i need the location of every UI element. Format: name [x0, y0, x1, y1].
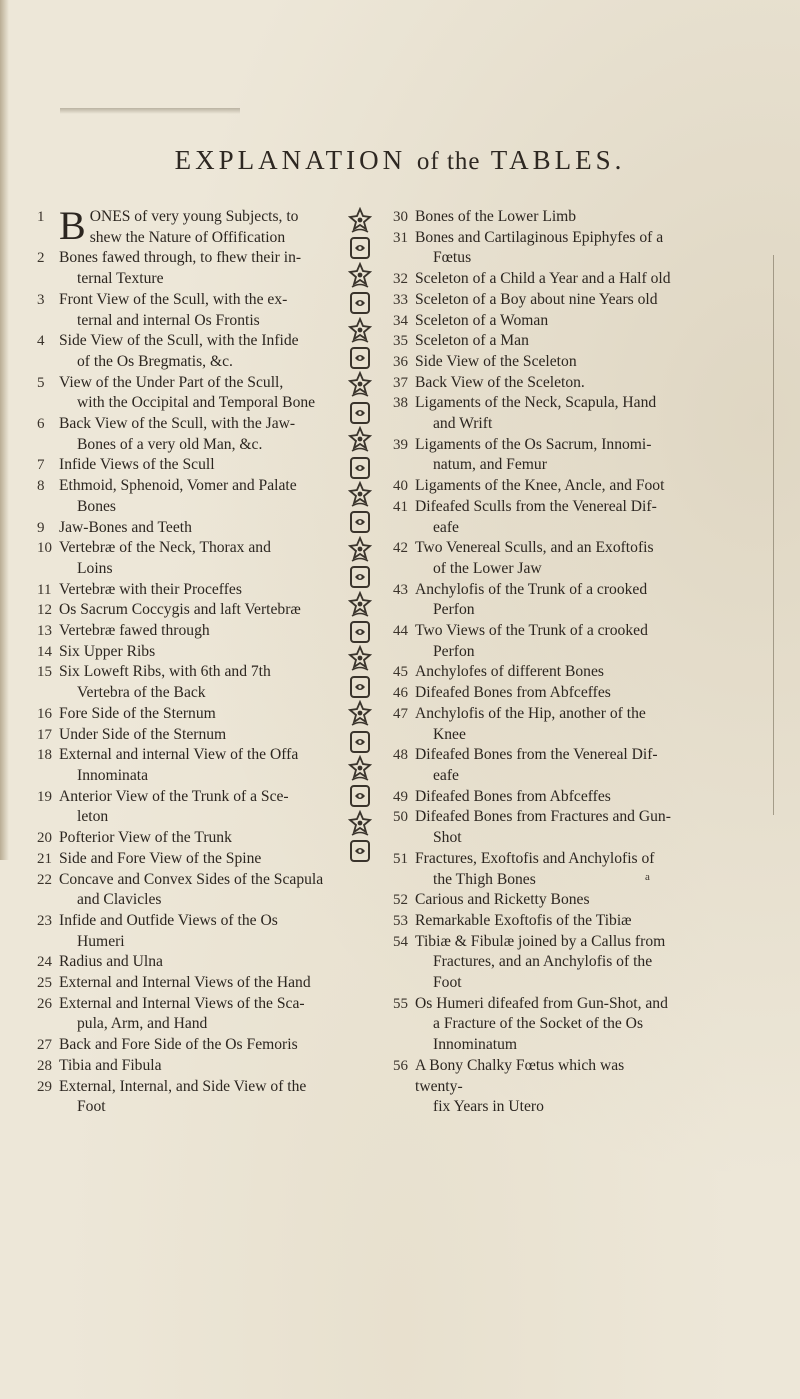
table-entry	[393, 1056, 675, 1118]
entry-text-line: ONES of very young Subjects, to	[89, 208, 299, 225]
table-entry	[37, 642, 337, 663]
table-entry	[37, 704, 337, 725]
table-entry	[37, 455, 337, 476]
fleuron-ornament-icon	[346, 810, 374, 838]
entry-text: External and Internal Views of the Sca-	[59, 994, 305, 1012]
entry-text: External, Internal, and Side View of the	[59, 1077, 307, 1095]
entry-text: ternal Texture	[77, 270, 164, 288]
table-entry	[393, 911, 675, 932]
entry-text: fix Years in Utero	[433, 1098, 544, 1116]
entry-number: 6	[37, 416, 45, 433]
entry-text: Ligaments of the Knee, Ancle, and Foot	[415, 477, 665, 495]
table-entry	[393, 621, 675, 662]
drop-cap: B	[59, 203, 86, 248]
table-entry	[393, 228, 675, 269]
table-entry	[393, 538, 675, 579]
fleuron-ornament-icon	[346, 454, 374, 482]
entry-number: 23	[37, 912, 52, 929]
entry-number: 17	[37, 726, 52, 743]
entry-number: 9	[37, 519, 45, 536]
entry-number: 51	[393, 850, 408, 867]
entry-number: 47	[393, 705, 408, 722]
entry-number: 49	[393, 788, 408, 805]
fleuron-ornament-icon	[346, 371, 374, 399]
fleuron-ornament-icon	[346, 563, 374, 591]
entry-text: Difeafed Bones from the Venereal Dif-	[415, 746, 658, 764]
entry-text: and Clavicles	[77, 891, 162, 909]
fleuron-ornament-icon	[346, 591, 374, 619]
entry-number: 34	[393, 312, 408, 329]
entry-text: Vertebra of the Back	[77, 684, 206, 702]
entry-text: Difeafed Bones from Abfceffes	[415, 787, 611, 805]
entry-number: 27	[37, 1037, 52, 1054]
entry-text: Bones fawed through, to fhew their in-	[59, 249, 302, 267]
entry-text: Vertebræ fawed through	[59, 622, 210, 640]
table-entry	[37, 248, 337, 289]
table-entry	[37, 414, 337, 455]
table-entry	[37, 518, 337, 539]
table-entry	[37, 849, 337, 870]
table-entry	[37, 952, 337, 973]
fleuron-ornament-icon	[346, 344, 374, 372]
entry-text: Two Venereal Sculls, and an Exoftofis	[415, 539, 654, 557]
entry-text: Anchylofis of the Hip, another of the	[415, 704, 646, 722]
table-entry	[393, 932, 675, 994]
entry-number: 48	[393, 747, 408, 764]
entry-text: Side and Fore View of the Spine	[59, 849, 262, 867]
fleuron-ornament-icon	[346, 207, 374, 235]
fleuron-ornament-icon	[346, 755, 374, 783]
entry-text: Anterior View of the Trunk of a Sce-	[59, 787, 289, 805]
entry-text: Loins	[77, 559, 113, 577]
table-entry	[37, 828, 337, 849]
entry-number: 45	[393, 664, 408, 681]
table-entry	[37, 787, 337, 828]
entry-text: Os Humeri difeafed from Gun-Shot, and	[415, 994, 668, 1012]
table-entry	[393, 352, 675, 373]
table-entry	[37, 580, 337, 601]
table-entry	[37, 994, 337, 1035]
entry-number: 24	[37, 954, 52, 971]
entry-number: 29	[37, 1078, 52, 1095]
entry-number: 14	[37, 643, 52, 660]
entry-text: Infide Views of the Scull	[59, 456, 215, 474]
entry-text: Perfon	[433, 601, 475, 619]
entry-text: of the Lower Jaw	[433, 559, 542, 577]
entry-number: 11	[37, 581, 52, 598]
entry-text: Tibiæ & Fibulæ joined by a Callus from	[415, 932, 666, 950]
table-entry	[393, 662, 675, 683]
entry-text: Sceleton of a Boy about nine Years old	[415, 290, 658, 308]
entry-text: Infide and Outfide Views of the Os	[59, 911, 278, 929]
entry-text: Anchylofis of the Trunk of a crooked	[415, 580, 648, 598]
entry-number: 5	[37, 374, 45, 391]
entry-number: 18	[37, 747, 52, 764]
table-entry	[37, 911, 337, 952]
entry-number: 38	[393, 395, 408, 412]
entry-text: Perfon	[433, 642, 475, 660]
entry-text: Ligaments of the Os Sacrum, Innomi-	[415, 435, 652, 453]
entry-text: pula, Arm, and Hand	[77, 1015, 208, 1033]
entry-text: Fractures, Exoftofis and Anchylofis of	[415, 849, 655, 867]
entry-number: 42	[393, 540, 408, 557]
table-entry	[37, 1035, 337, 1056]
fleuron-ornament-icon	[346, 618, 374, 646]
entry-text: Difeafed Bones from Fractures and Gun-	[415, 808, 671, 826]
fleuron-ornament-icon	[346, 645, 374, 673]
entry-text: Side View of the Scull, with the Infide	[59, 332, 299, 350]
entry-number: 7	[37, 457, 45, 474]
entry-text: Bones of a very old Man, &c.	[77, 435, 263, 453]
entry-text: the Thigh Bones	[433, 870, 536, 888]
entry-number: 43	[393, 581, 408, 598]
table-entry	[393, 745, 675, 786]
entry-text: Vertebræ of the Neck, Thorax and	[59, 539, 271, 557]
entry-number: 16	[37, 705, 52, 722]
entry-number: 15	[37, 664, 52, 681]
entry-number: 28	[37, 1057, 52, 1074]
entry-number: 31	[393, 229, 408, 246]
entry-text: View of the Under Part of the Scull,	[59, 373, 284, 391]
right-column	[393, 207, 675, 1118]
entry-number: 41	[393, 498, 408, 515]
entry-number: 20	[37, 830, 52, 847]
table-entry	[37, 1077, 337, 1118]
entry-number: 13	[37, 623, 52, 640]
fleuron-ornament-icon	[346, 673, 374, 701]
entry-number: 3	[37, 291, 45, 308]
entry-number: 52	[393, 892, 408, 909]
table-entry	[393, 311, 675, 332]
left-column	[37, 203, 337, 1118]
table-entry	[393, 435, 675, 476]
table-entry	[393, 807, 675, 848]
fleuron-ornament-icon	[346, 262, 374, 290]
entry-number: 56	[393, 1057, 408, 1074]
entry-number: 32	[393, 271, 408, 288]
table-entry	[37, 290, 337, 331]
entry-text: Remarkable Exoftofis of the Tibiæ	[415, 911, 632, 929]
table-entry	[393, 290, 675, 311]
entry-text: Radius and Ulna	[59, 953, 163, 971]
table-entry	[37, 331, 337, 372]
entry-text: a Fracture of the Socket of the Os	[433, 1015, 644, 1033]
entry-text: A Bony Chalky Fœtus which was twenty-	[415, 1056, 625, 1095]
entry-number: 10	[37, 540, 52, 557]
table-entry	[37, 538, 337, 579]
entry-text: Sceleton of a Child a Year and a Half old	[415, 270, 671, 288]
entry-text: ternal and internal Os Frontis	[77, 311, 260, 329]
entry-number: 12	[37, 602, 52, 619]
title-main: EXPLANATION	[174, 145, 407, 175]
table-entry	[393, 849, 675, 890]
table-entry	[393, 207, 675, 228]
entry-text: Difeafed Sculls from the Venereal Dif-	[415, 497, 657, 515]
entry-text: External and internal View of the Offa	[59, 746, 299, 764]
title-of: of the	[416, 148, 481, 175]
entry-text: Fore Side of the Sternum	[59, 704, 216, 722]
entry-text: Jaw-Bones and Teeth	[59, 518, 192, 536]
entry-text: Difeafed Bones from Abfceffes	[415, 684, 611, 702]
entry-text: Six Upper Ribs	[59, 642, 156, 660]
entry-text: with the Occipital and Temporal Bone	[77, 394, 316, 412]
table-entry	[393, 890, 675, 911]
page-edge-shadow	[0, 0, 9, 860]
entry-number: 8	[37, 478, 45, 495]
entry-number: 21	[37, 850, 52, 867]
table-entry	[393, 373, 675, 394]
entry-number: 1	[37, 209, 45, 225]
entry-text: Sceleton of a Woman	[415, 311, 549, 329]
page-edge-line	[773, 255, 774, 815]
entry-number: 54	[393, 933, 408, 950]
fleuron-ornament-icon	[346, 426, 374, 454]
entry-text: Back and Fore Side of the Os Femoris	[59, 1036, 298, 1054]
entry-text: External and Internal Views of the Hand	[59, 974, 311, 992]
entry-number: 40	[393, 478, 408, 495]
entry-number: 50	[393, 809, 408, 826]
table-entry	[37, 600, 337, 621]
entry-text: Innominatum	[433, 1036, 518, 1054]
table-entry	[37, 476, 337, 517]
entry-text: Ligaments of the Neck, Scapula, Hand	[415, 394, 657, 412]
fleuron-ornament-icon	[346, 782, 374, 810]
fleuron-ornament-icon	[346, 289, 374, 317]
entry-text: shew the Nature of Offification	[89, 228, 286, 246]
entry-text: Bones	[77, 497, 116, 515]
entry-text: Knee	[433, 725, 466, 743]
entry-text: Bones and Cartilaginous Epiphyfes of a	[415, 228, 664, 246]
fleuron-ornament-icon	[346, 234, 374, 262]
entry-text: Bones of the Lower Limb	[415, 208, 577, 225]
entry-number: 25	[37, 975, 52, 992]
entry-text: eafe	[433, 766, 459, 784]
title-end: TABLES.	[490, 145, 626, 175]
table-entry	[37, 1056, 337, 1077]
table-entry	[393, 683, 675, 704]
fleuron-ornament-icon	[346, 481, 374, 509]
entry-text: and Wrift	[433, 415, 493, 433]
table-entry	[37, 373, 337, 414]
table-entry	[393, 476, 675, 497]
entry-number: 46	[393, 685, 408, 702]
entry-text: Foot	[433, 974, 462, 992]
entry-text: Front View of the Scull, with the ex-	[59, 290, 288, 308]
entry-number: 19	[37, 788, 52, 805]
table-entry	[393, 331, 675, 352]
entry-text: Humeri	[77, 932, 125, 950]
entry-text: Tibia and Fibula	[59, 1056, 162, 1074]
entry-text: Shot	[433, 829, 462, 847]
entry-number: 37	[393, 374, 408, 391]
entry-text: natum, and Femur	[433, 456, 547, 474]
table-entry	[37, 725, 337, 746]
signature-mark: a	[645, 871, 650, 883]
entry-number: 55	[393, 995, 408, 1012]
entry-text: Side View of the Sceleton	[415, 352, 577, 370]
fleuron-ornament-icon	[346, 728, 374, 756]
entry-text: Vertebræ with their Proceffes	[59, 580, 242, 598]
fleuron-ornament-icon	[346, 508, 374, 536]
table-entry	[393, 393, 675, 434]
table-entry	[37, 203, 337, 248]
ornamental-divider	[346, 207, 374, 867]
entry-text: of the Os Bregmatis, &c.	[77, 352, 233, 370]
entry-number: 36	[393, 353, 408, 370]
fleuron-ornament-icon	[346, 317, 374, 345]
entry-number: 4	[37, 333, 45, 350]
table-entry	[37, 870, 337, 911]
table-entry	[37, 621, 337, 642]
entry-number: 35	[393, 333, 408, 350]
table-entry	[37, 745, 337, 786]
page-title	[0, 145, 800, 176]
fleuron-ornament-icon	[346, 536, 374, 564]
entry-text: Carious and Ricketty Bones	[415, 891, 590, 909]
fleuron-ornament-icon	[346, 399, 374, 427]
entry-text: Innominata	[77, 766, 149, 784]
entry-text: Fœtus	[433, 249, 472, 267]
entry-text: Anchylofes of different Bones	[415, 663, 604, 681]
table-entry	[393, 497, 675, 538]
entry-number: 39	[393, 436, 408, 453]
entry-text: Concave and Convex Sides of the Scapula	[59, 870, 324, 888]
paper-fold-shadow	[60, 108, 240, 114]
entry-text: Pofterior View of the Trunk	[59, 829, 232, 847]
fleuron-ornament-icon	[346, 837, 374, 865]
entry-text: Os Sacrum Coccygis and laft Vertebræ	[59, 601, 301, 619]
entry-number: 53	[393, 912, 408, 929]
entry-number: 30	[393, 209, 408, 225]
table-entry	[393, 269, 675, 290]
table-entry	[393, 994, 675, 1056]
entry-text: Six Loweft Ribs, with 6th and 7th	[59, 663, 271, 681]
entry-text: Foot	[77, 1098, 106, 1116]
entry-text: Sceleton of a Man	[415, 332, 529, 350]
entry-number: 44	[393, 623, 408, 640]
entry-text: eafe	[433, 518, 459, 536]
entry-text: Back View of the Sceleton.	[415, 373, 585, 391]
entry-number: 22	[37, 871, 52, 888]
entry-text: Under Side of the Sternum	[59, 725, 227, 743]
table-entry	[393, 704, 675, 745]
table-entry	[393, 580, 675, 621]
entry-number: 2	[37, 250, 45, 267]
fleuron-ornament-icon	[346, 700, 374, 728]
table-entry	[37, 662, 337, 703]
entry-number: 26	[37, 995, 52, 1012]
entry-text: leton	[77, 808, 109, 826]
table-entry	[393, 787, 675, 808]
entry-text: Ethmoid, Sphenoid, Vomer and Palate	[59, 477, 297, 495]
entry-text: Back View of the Scull, with the Jaw-	[59, 415, 296, 433]
table-entry	[37, 973, 337, 994]
entry-text: Two Views of the Trunk of a crooked	[415, 622, 648, 640]
entry-number: 33	[393, 291, 408, 308]
entry-text: Fractures, and an Anchylofis of the	[433, 953, 653, 971]
